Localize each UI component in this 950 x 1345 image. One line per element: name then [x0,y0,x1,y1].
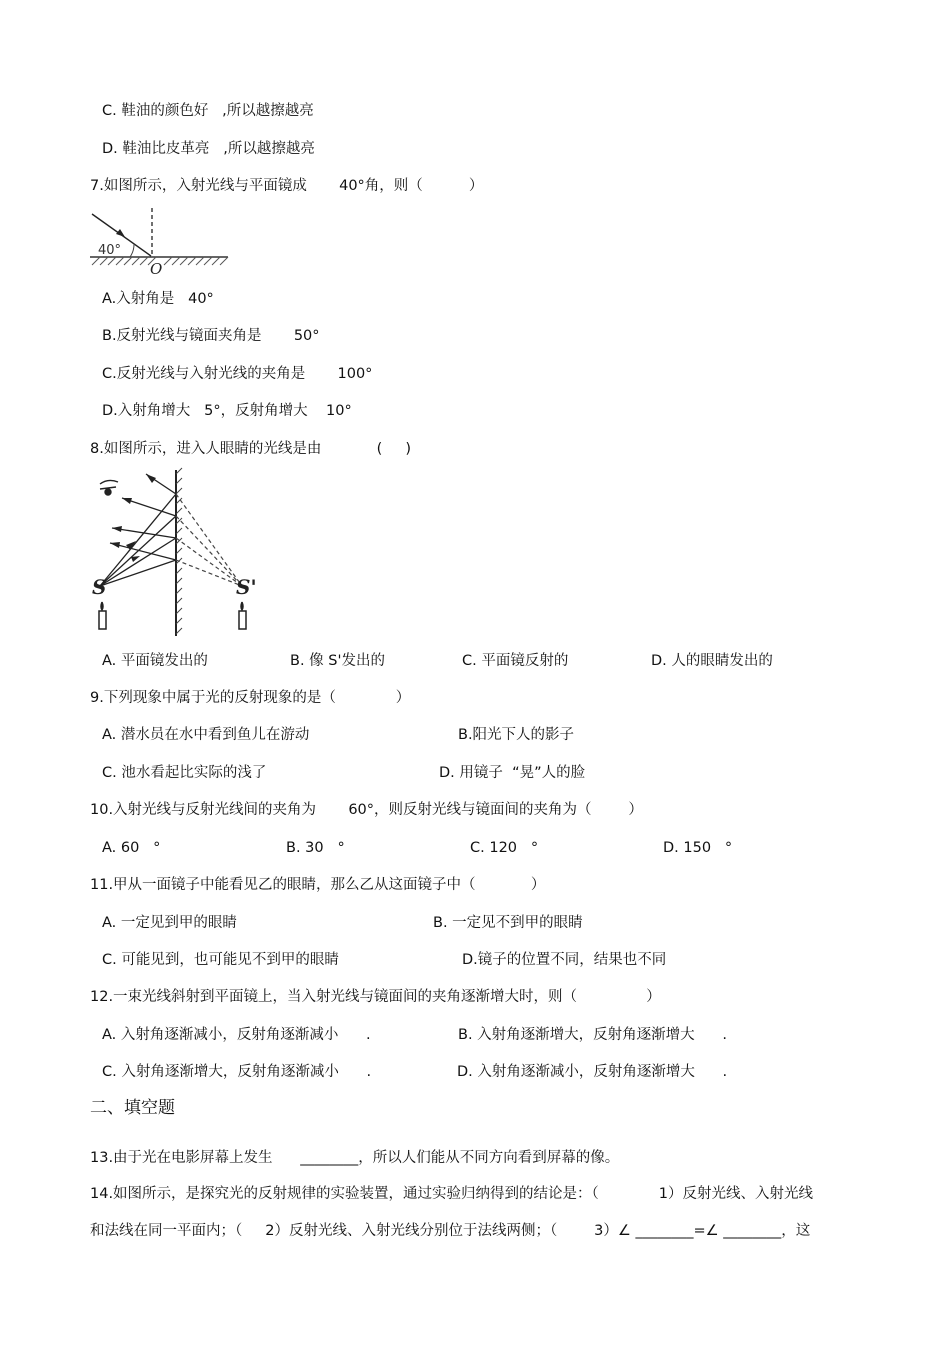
q7-option-b: B.反射光线与镜面夹角是 50° [102,328,320,344]
q9-option-b: B.阳光下人的影子 [458,727,575,743]
question-8: 8.如图所示，进入人眼睛的光线是由 ( ) [90,441,412,457]
q12-option-a: A. 入射角逐渐减小，反射角逐渐减小 . [102,1027,371,1043]
q11-option-d: D.镜子的位置不同，结果也不同 [462,952,667,968]
candle-icon [99,602,106,629]
eye-icon [100,480,118,495]
question-14-line-2: 和法线在同一平面内；（ 2）反射光线、入射光线分别位于法线两侧；（ 3）∠ ________=∠ ________，这 [90,1223,811,1239]
question-13: 13.由于光在电影屏幕上发生 ________，所以人们能从不同方向看到屏幕的像。 [90,1150,620,1166]
q7-option-d: D.入射角增大 5°，反射角增大 10° [102,403,352,419]
q12-option-c: C. 入射角逐渐增大，反射角逐渐减小 . [102,1064,372,1080]
candle-image-icon [239,602,246,629]
q9-option-a: A. 潜水员在水中看到鱼儿在游动 [102,727,310,743]
q7-option-a: A.入射角是 40° [102,291,214,307]
angle-label: 40° [98,243,122,258]
q8-option-a: A. 平面镜发出的 [102,653,208,669]
q9-option-d: D. 用镜子 “晃”人的脸 [439,765,586,781]
point-o-label: O [150,260,163,278]
q11-option-b: B. 一定见不到甲的眼睛 [433,915,583,931]
q10-option-c: C. 120 ° [470,840,539,856]
q8-option-d: D. 人的眼睛发出的 [651,653,773,669]
source-label: S [92,575,107,599]
q12-option-b: B. 入射角逐渐增大，反射角逐渐增大 . [458,1027,727,1043]
question-11: 11.甲从一面镜子中能看见乙的眼睛，那么乙从这面镜子中（ ） [90,877,546,893]
q10-option-d: D. 150 ° [663,840,733,856]
question-12: 12.一束光线斜射到平面镜上，当入射光线与镜面间的夹角逐渐增大时，则（ ） [90,989,661,1005]
q7-option-c: C.反射光线与入射光线的夹角是 100° [102,366,373,382]
question-9: 9.下列现象中属于光的反射现象的是（ ） [90,690,411,706]
q10-option-b: B. 30 ° [286,840,345,856]
question-10: 10.入射光线与反射光线间的夹角为 60°，则反射光线与镜面间的夹角为（ ） [90,802,643,818]
q12-option-d: D. 入射角逐渐减小，反射角逐渐增大 . [457,1064,728,1080]
figure-7-mirror-diagram [88,206,238,278]
figure-8-mirror-eye-diagram [88,468,268,638]
q8-option-c: C. 平面镜反射的 [462,653,569,669]
q9-option-c: C. 池水看起比实际的浅了 [102,765,267,781]
question-14-line-1: 14.如图所示，是探究光的反射规律的实验装置，通过实验归纳得到的结论是：（ 1）反射光线、入射光线 [90,1186,813,1202]
section-title-fill-in: 二、填空题 [90,1098,175,1118]
q11-option-c: C. 可能见到，也可能见不到甲的眼睛 [102,952,339,968]
q6-option-c: C. 鞋油的颜色好 ,所以越擦越亮 [102,103,314,119]
q10-option-a: A. 60 ° [102,840,161,856]
question-7: 7.如图所示，入射光线与平面镜成 40°角，则（ ） [90,178,484,194]
q11-option-a: A. 一定见到甲的眼睛 [102,915,237,931]
q6-option-d: D. 鞋油比皮革亮 ,所以越擦越亮 [102,141,315,157]
q8-option-b: B. 像 S'发出的 [290,653,385,669]
image-label: S' [236,575,257,599]
